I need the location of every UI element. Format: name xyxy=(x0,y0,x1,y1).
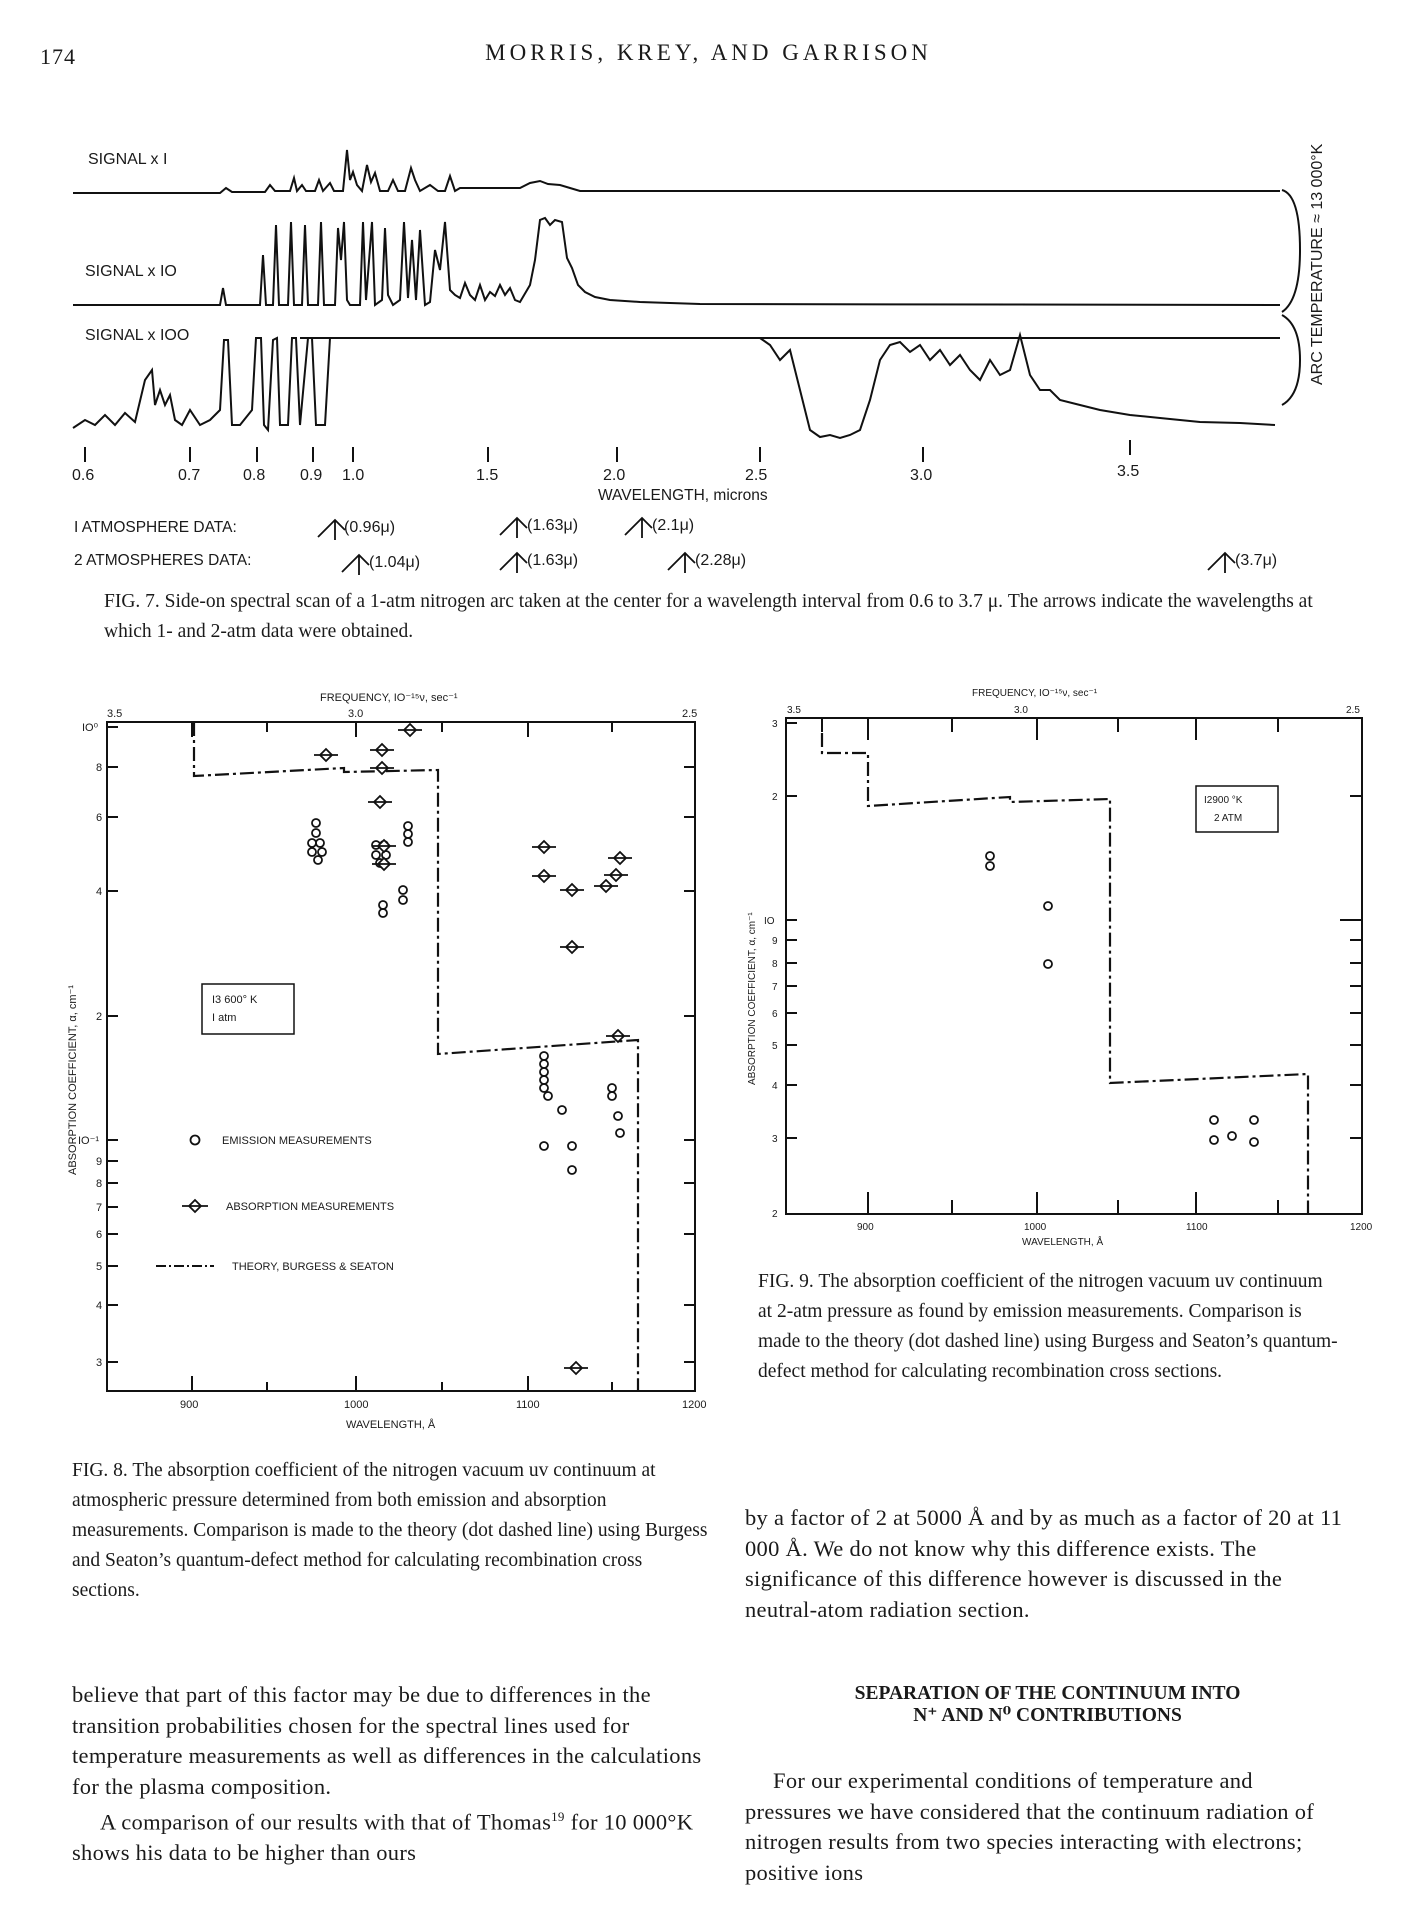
emission-point xyxy=(1210,1136,1218,1144)
legend-theory-label: THEORY, BURGESS & SEATON xyxy=(232,1261,394,1273)
fig8-ylabel: ABSORPTION COEFFICIENT, α, cm⁻¹ xyxy=(67,984,79,1175)
fig8-y-tick-3: 4 xyxy=(96,886,103,898)
fig9-y-tick-5: 7 xyxy=(772,982,778,993)
one-atm-arrow-1: (1.63μ) xyxy=(527,517,579,534)
fig9-y-tick-4: 8 xyxy=(772,959,778,970)
signal-label-x10: SIGNAL x IO xyxy=(85,263,177,280)
fig8-condition-pressure: I atm xyxy=(212,1012,237,1024)
fig7-tick-0: 0.6 xyxy=(72,467,95,484)
fig8-freq-tick-1: 3.0 xyxy=(348,708,364,720)
emission-point xyxy=(1044,902,1052,910)
two-atm-arrow-2: (2.28μ) xyxy=(695,552,747,569)
arc-temperature-label: ARC TEMPERATURE ≈ 13 000°K xyxy=(1309,143,1326,385)
fig9-condition-pressure: 2 ATM xyxy=(1214,813,1243,824)
fig9-y-tick-2: IO xyxy=(764,916,775,927)
footnote-ref: 19 xyxy=(551,1809,565,1824)
right-paragraph-2-text: For our experimental conditions of temperature and pressures we have considered that the continuum radiation of nitrogen results from two species interacting with electrons; positive ions xyxy=(745,1768,1315,1885)
fig8-condition-temp: I3 600° K xyxy=(212,994,258,1006)
fig8-y-tick-11: 4 xyxy=(96,1300,103,1312)
fig7-xlabel: WAVELENGTH, microns xyxy=(598,487,768,504)
fig8-freq-label: FREQUENCY, IO⁻¹⁵ν, sec⁻¹ xyxy=(320,692,458,704)
fig7-tick-1: 0.7 xyxy=(178,467,201,484)
fig7-tick-6: 2.0 xyxy=(603,467,626,484)
signal-label-x1: SIGNAL x I xyxy=(88,151,168,168)
left-paragraph-1: believe that part of this factor may be due to differences in the transition probabilities chosen for the spectral lines used for temperature measurements as well as differences in the calculations for the plasma composition. xyxy=(72,1682,702,1799)
fig8-y-tick-9: 6 xyxy=(96,1229,103,1241)
section-heading xyxy=(745,1683,1350,1727)
fig9-y-tick-10: 2 xyxy=(772,1209,778,1220)
right-paragraph-1: by a factor of 2 at 5000 Å and by as much as a factor of 20 at 11 000 Å. We do not know why this difference exists. The significance of this difference however is discussed in the neutral-atom radiation section. xyxy=(745,1505,1343,1622)
left-paragraph-2-end: for 10 000°K shows his data to be higher than ours xyxy=(72,1809,694,1865)
emission-point xyxy=(1250,1116,1258,1124)
one-atm-arrow-2: (2.1μ) xyxy=(652,517,695,534)
section-heading-line-1: SEPARATION OF THE CONTINUUM INTO xyxy=(854,1683,1241,1704)
running-head: MORRIS, KREY, AND GARRISON xyxy=(485,40,932,65)
fig7-tick-4: 1.0 xyxy=(342,467,365,484)
one-atm-arrow-0: (0.96μ) xyxy=(344,519,396,536)
fig9-condition-temp: I2900 °K xyxy=(1204,795,1243,806)
fig9-y-tick-6: 6 xyxy=(772,1009,778,1020)
fig7-tick-9: 3.5 xyxy=(1117,463,1140,480)
fig9-y-tick-7: 5 xyxy=(772,1041,778,1052)
fig8-y-tick-5: IO⁻¹ xyxy=(78,1135,100,1147)
fig8-y-tick-1: 8 xyxy=(96,762,103,774)
right-paragraph-2 xyxy=(745,1766,1345,1888)
emission-point xyxy=(1210,1116,1218,1124)
one-atm-label: I ATMOSPHERE DATA: xyxy=(74,519,237,536)
emission-point xyxy=(1228,1132,1236,1140)
emission-point xyxy=(1044,960,1052,968)
fig9-x-tick-0: 900 xyxy=(857,1222,874,1233)
emission-point xyxy=(986,852,994,860)
fig7-tick-8: 3.0 xyxy=(910,467,933,484)
fig8-x-tick-0: 900 xyxy=(180,1399,199,1411)
fig9-freq-tick-1: 3.0 xyxy=(1014,705,1028,716)
fig9-x-tick-2: 1100 xyxy=(1186,1222,1208,1233)
emission-point xyxy=(1250,1138,1258,1146)
fig8-y-tick-6: 9 xyxy=(96,1156,103,1168)
fig9-x-tick-3: 1200 xyxy=(1350,1222,1373,1233)
fig8-y-tick-7: 8 xyxy=(96,1178,103,1190)
fig8-y-tick-12: 3 xyxy=(96,1357,103,1369)
fig9-freq-tick-2: 2.5 xyxy=(1346,705,1360,716)
two-atm-arrow-1: (1.63μ) xyxy=(527,552,579,569)
fig9-y-tick-1: 2 xyxy=(772,792,778,803)
left-column-text xyxy=(72,1680,712,1869)
fig7-tick-7: 2.5 xyxy=(745,467,768,484)
figure-7-caption: FIG. 7. Side-on spectral scan of a 1-atm nitrogen arc taken at the center for a wavelength interval from 0.6 to 3.7 μ. The arrows indicate the wavelengths at which 1- and 2-atm data were obtained. xyxy=(104,591,1313,642)
fig7-tick-2: 0.8 xyxy=(243,467,266,484)
fig8-y-tick-4: 2 xyxy=(96,1011,103,1023)
fig8-y-tick-8: 7 xyxy=(96,1202,103,1214)
figure-8-caption: FIG. 8. The absorption coefficient of the nitrogen vacuum uv continuum at atmospheric pressure determined from both emission and absorption measurements. Comparison is made to the theory (dot dashed line) using Burgess and Seaton’s quantum-defect method for calculating recombination cross sections. xyxy=(72,1460,708,1601)
fig8-y-tick-10: 5 xyxy=(96,1261,103,1273)
fig8-x-tick-3: 1200 xyxy=(682,1399,707,1411)
two-atm-label: 2 ATMOSPHERES DATA: xyxy=(74,552,252,569)
section-heading-line-2: N⁺ AND N⁰ CONTRIBUTIONS xyxy=(913,1705,1182,1726)
legend-emission-label: EMISSION MEASUREMENTS xyxy=(222,1135,372,1147)
signal-label-x100: SIGNAL x IOO xyxy=(85,327,190,344)
fig8-xlabel: WAVELENGTH, Å xyxy=(346,1419,436,1431)
fig9-ylabel: ABSORPTION COEFFICIENT, α, cm⁻¹ xyxy=(747,912,758,1085)
page-number: 174 xyxy=(40,44,76,69)
fig9-y-tick-3: 9 xyxy=(772,936,778,947)
fig8-y-tick-0: IO⁰ xyxy=(82,722,99,734)
fig8-x-tick-1: 1000 xyxy=(344,1399,369,1411)
left-paragraph-2-start: A comparison of our results with that of Thomas xyxy=(100,1809,552,1835)
fig8-freq-tick-0: 3.5 xyxy=(107,708,123,720)
fig8-x-tick-2: 1100 xyxy=(516,1399,540,1411)
fig8-y-tick-2: 6 xyxy=(96,812,103,824)
two-atm-arrow-3: (3.7μ) xyxy=(1235,552,1278,569)
fig7-tick-3: 0.9 xyxy=(300,467,323,484)
fig8-freq-tick-2: 2.5 xyxy=(682,708,698,720)
fig9-y-tick-0: 3 xyxy=(772,719,778,730)
fig9-freq-tick-0: 3.5 xyxy=(787,705,801,716)
figure-9-caption: FIG. 9. The absorption coefficient of the nitrogen vacuum uv continuum at 2-atm pressure as found by emission measurements. Comparison is made to the theory (dot dashed line) using Burgess and Seaton’s quantum-defect method for calculating recombination cross sections. xyxy=(758,1271,1338,1382)
left-paragraph-2 xyxy=(72,1802,712,1869)
fig9-plot-frame xyxy=(786,718,1362,1214)
absorption-point xyxy=(564,1362,588,1374)
fig9-x-tick-1: 1000 xyxy=(1024,1222,1047,1233)
fig9-y-tick-8: 4 xyxy=(772,1081,778,1092)
fig9-condition-box xyxy=(1196,786,1278,832)
fig9-xlabel: WAVELENGTH, Å xyxy=(1022,1237,1104,1248)
fig7-tick-5: 1.5 xyxy=(476,467,499,484)
emission-point xyxy=(986,862,994,870)
two-atm-arrow-0: (1.04μ) xyxy=(369,554,421,571)
fig9-emission-points xyxy=(986,852,1258,1146)
legend-absorption-label: ABSORPTION MEASUREMENTS xyxy=(226,1201,395,1213)
fig9-y-tick-9: 3 xyxy=(772,1134,778,1145)
fig9-freq-label: FREQUENCY, IO⁻¹⁵ν, sec⁻¹ xyxy=(972,688,1098,699)
